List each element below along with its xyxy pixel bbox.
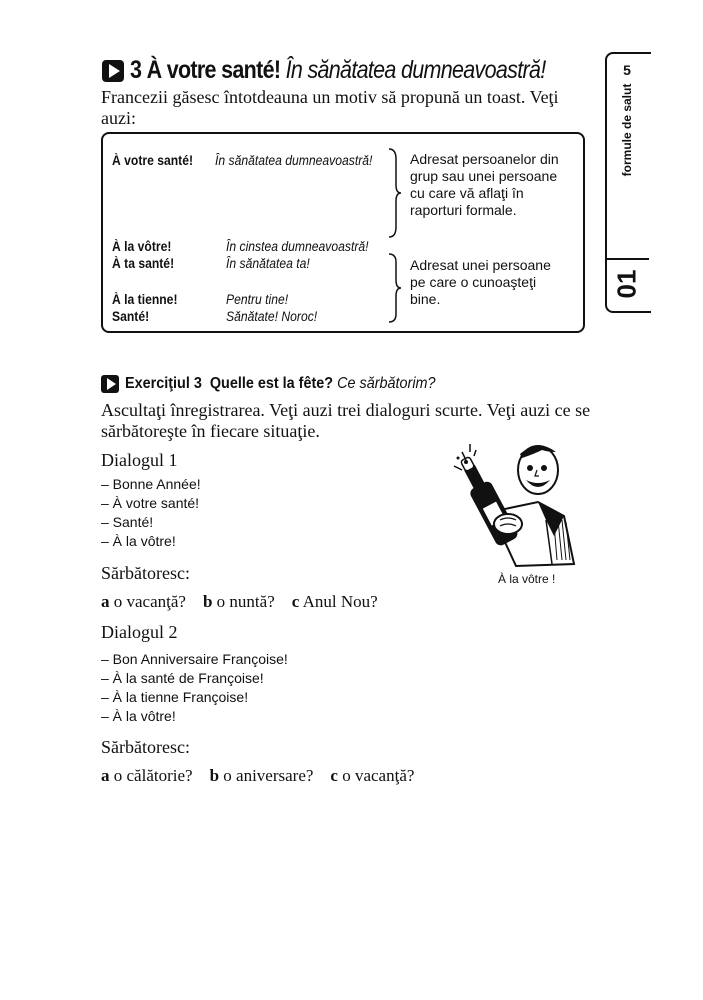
list-item: – À la vôtre! xyxy=(101,533,176,549)
exercise-title-ro: Ce sărbătorim? xyxy=(337,375,436,393)
option-text: o călătorie? xyxy=(113,766,193,785)
dialog1-lines xyxy=(101,475,201,551)
option-a[interactable] xyxy=(101,592,186,611)
option-letter: a xyxy=(101,592,110,611)
table-row xyxy=(226,308,317,325)
list-item: – À votre santé! xyxy=(101,495,200,511)
phrase-ro: În cinstea dumneavoastră! xyxy=(226,239,369,254)
unit-number-divider xyxy=(607,258,649,260)
list-item: – À la tienne Françoise! xyxy=(101,689,249,705)
section-heading xyxy=(102,56,613,85)
play-icon[interactable] xyxy=(101,375,119,393)
phrase-fr: À la vôtre! xyxy=(112,239,172,254)
dialog2-lines xyxy=(101,650,288,726)
table-row xyxy=(112,308,149,325)
table-row xyxy=(112,291,177,308)
image-caption: À la vôtre ! xyxy=(498,572,556,586)
exercise-instructions: Ascultaţi înregistrarea. Veţi auzi trei dialoguri scurte. Veţi auzi ce se sărbătoreşte în fiecare situaţie. xyxy=(101,400,591,441)
dialog1-question: Sărbătoresc: xyxy=(101,563,190,583)
phrase-fr: À ta santé! xyxy=(112,256,175,271)
phrase-ro: În sănătatea ta! xyxy=(226,256,310,271)
option-c[interactable] xyxy=(330,766,414,785)
option-c[interactable] xyxy=(292,592,378,611)
toast-illustration xyxy=(442,440,580,568)
phrase-fr: À la tienne! xyxy=(112,292,178,307)
list-item: – À la vôtre! xyxy=(101,708,176,724)
phrase-fr: Santé! xyxy=(112,309,150,324)
phrase-fr: À votre santé! xyxy=(112,153,194,168)
phrase-ro: Pentru tine! xyxy=(226,292,289,307)
table-row xyxy=(215,152,372,169)
option-b[interactable] xyxy=(210,766,314,785)
note-informal: Adresat unei persoane pe care o cunoaşteţi bine. xyxy=(410,257,551,307)
table-row xyxy=(226,291,288,308)
section-intro: Francezii găsesc întotdeauna un motiv să propună un toast. Veţi auzi: xyxy=(101,87,559,128)
topic-text: formule de salut xyxy=(620,83,634,177)
exercise-heading xyxy=(101,375,470,393)
exercise-title-fr: Quelle est la fête? xyxy=(209,375,334,393)
list-item: – Bonne Année! xyxy=(101,476,201,492)
list-item: – À la santé de Françoise! xyxy=(101,670,264,686)
option-text: o vacanţă? xyxy=(113,592,186,611)
dialog2-options xyxy=(101,766,414,786)
phrase-ro: În sănătatea dumneavoastră! xyxy=(215,153,373,168)
brace-informal xyxy=(386,252,402,324)
option-letter: c xyxy=(291,592,300,611)
option-a[interactable] xyxy=(101,766,193,785)
option-letter: b xyxy=(209,766,220,785)
table-row xyxy=(226,255,310,272)
option-b[interactable] xyxy=(203,592,275,611)
dialog2-title: Dialogul 2 xyxy=(101,622,178,642)
play-icon[interactable] xyxy=(102,60,124,82)
option-letter: a xyxy=(101,766,110,785)
exercise-label: Exerciţiul 3 xyxy=(125,375,202,393)
option-text: o aniversare? xyxy=(223,766,314,785)
table-row xyxy=(112,255,174,272)
brace-formal xyxy=(386,147,402,239)
option-text: o vacanţă? xyxy=(342,766,415,785)
option-letter: c xyxy=(330,766,338,785)
note-formal: Adresat persoanelor din grup sau unei persoane cu care vă aflaţi în raporturi formale. xyxy=(410,151,559,218)
dialog1-title: Dialogul 1 xyxy=(101,450,178,470)
option-text: o nuntă? xyxy=(216,592,275,611)
list-item: – Santé! xyxy=(101,514,154,530)
dialog2-question: Sărbătoresc: xyxy=(101,737,190,757)
option-text: Anul Nou? xyxy=(302,592,378,611)
section-number: 3 xyxy=(130,56,142,84)
table-row xyxy=(112,238,171,255)
dialog1-options xyxy=(101,592,378,612)
list-item: – Bon Anniversaire Françoise! xyxy=(101,651,288,667)
table-row xyxy=(112,152,193,169)
phrase-ro: Sănătate! Noroc! xyxy=(226,309,318,324)
section-title-ro: În sănătatea dumneavoastră! xyxy=(285,56,546,84)
table-row xyxy=(226,238,369,255)
option-letter: b xyxy=(202,592,213,611)
page-number: 5 xyxy=(623,62,631,78)
section-title-fr: À votre santé! xyxy=(146,56,281,84)
unit-text: 01 xyxy=(611,269,642,299)
